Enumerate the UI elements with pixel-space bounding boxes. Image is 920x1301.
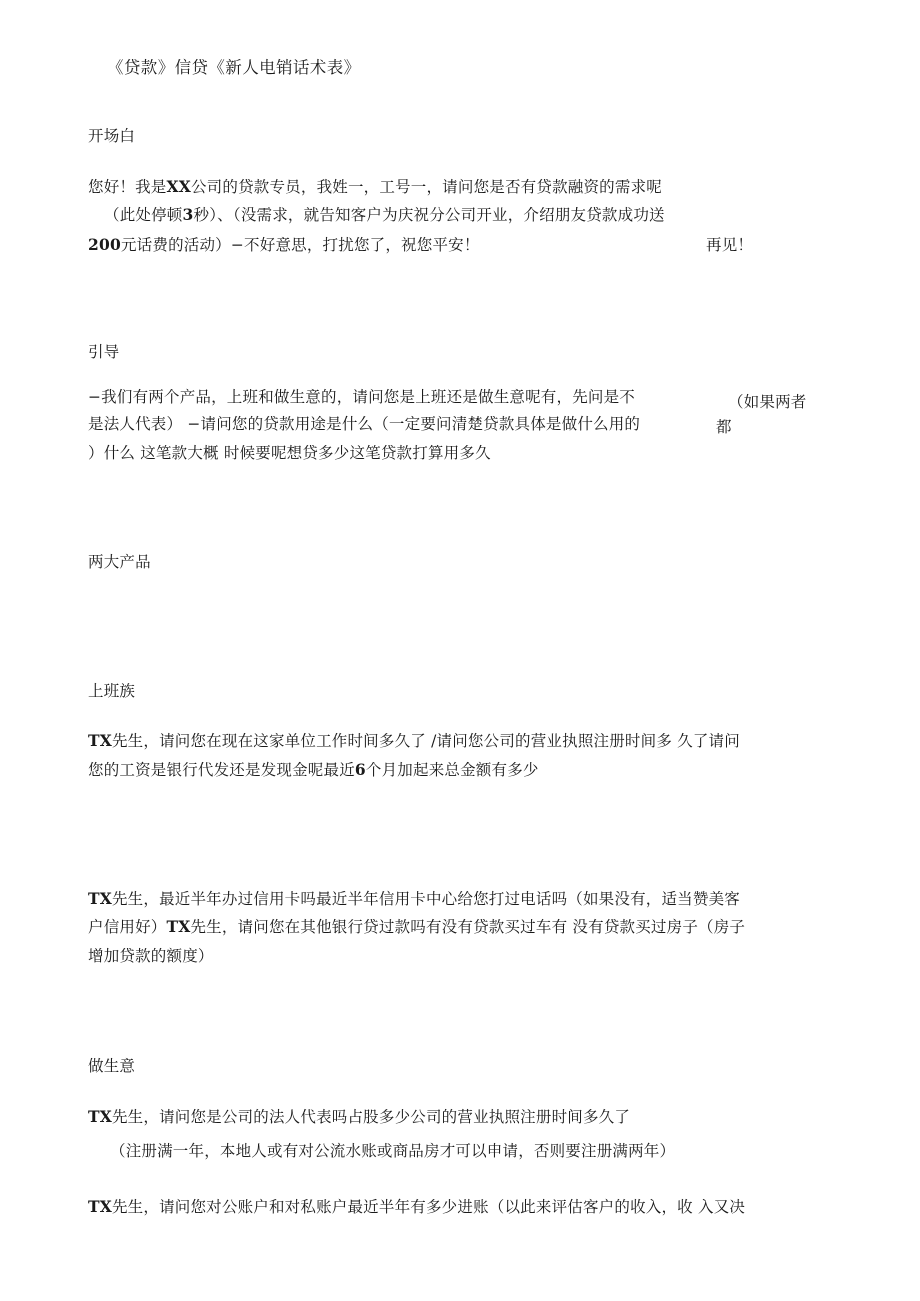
business-p2-line-1 xyxy=(88,1197,745,1217)
bold-text: TX xyxy=(88,889,112,908)
text: 个月加起来总金额有多少 xyxy=(365,761,539,779)
text: 先生，请问您对公账户和对私账户最近半年有多少进账（以此来评估客户的收入，收 入又决 xyxy=(111,1198,746,1216)
text: 元话费的活动）−不好意思，打扰您了，祝您平安！ xyxy=(120,236,480,254)
employee-p1-line-1 xyxy=(88,731,740,751)
text: 先生，请问您在其他银行贷过款吗有没有贷款买过车有 没有贷款买过房子（房子 xyxy=(190,918,746,936)
employee-p2-line-3: 增加贷款的额度） xyxy=(88,947,214,965)
bold-text: XX xyxy=(166,177,191,196)
employee-p2-line-1 xyxy=(88,889,740,909)
opening-goodbye: 再见！ xyxy=(706,236,754,254)
guide-side-note-2: 都 xyxy=(716,418,732,436)
heading-business: 做生意 xyxy=(88,1057,136,1075)
doc-title: 《贷款》信贷《新人电销话术表》 xyxy=(107,58,361,77)
text: 户信用好） xyxy=(88,918,167,936)
heading-employee: 上班族 xyxy=(88,682,136,700)
business-p1-line-1 xyxy=(88,1107,630,1127)
text: （此处停顿 xyxy=(104,206,183,224)
heading-guide: 引导 xyxy=(88,343,120,361)
text: 公司的贷款专员，我姓一，工号一，请问您是否有贷款融资的需求呢 xyxy=(190,178,662,196)
guide-line-3: ）什么 这笔款大概 时候要呢想贷多少这笔贷款打算用多久 xyxy=(88,444,491,462)
text: 先生，最近半年办过信用卡吗最近半年信用卡中心给您打过电话吗（如果没有，适当赞美客 xyxy=(111,890,740,908)
guide-line-2: 是法人代表） −请问您的贷款用途是什么（一定要问清楚贷款具体是做什么用的 xyxy=(88,415,641,433)
bold-text: 6 xyxy=(354,760,366,779)
bold-text: TX xyxy=(88,731,112,750)
bold-text: TX xyxy=(166,917,191,936)
guide-line-1: −我们有两个产品，上班和做生意的，请问您是上班还是做生意呢有，先问是不 xyxy=(88,388,635,406)
text: 秒）、（没需求，就告知客户为庆祝分公司开业，介绍朋友贷款成功送 xyxy=(193,206,665,224)
text: 先生，请问您在现在这家单位工作时间多久了 /请问您公司的营业执照注册时间多 久了请问 xyxy=(111,732,740,750)
heading-products: 两大产品 xyxy=(88,553,151,571)
bold-text: 200 xyxy=(88,235,121,254)
text: 您的工资是银行代发还是发现金呢最近 xyxy=(88,761,355,779)
guide-side-note-1: （如果两者 xyxy=(728,393,807,411)
employee-p2-line-2 xyxy=(88,917,745,937)
bold-text: TX xyxy=(88,1197,112,1216)
opening-line-1 xyxy=(88,177,662,197)
employee-p1-line-2 xyxy=(88,760,539,780)
text: 您好！我是 xyxy=(88,178,167,196)
opening-line-3 xyxy=(88,235,480,255)
bold-text: TX xyxy=(88,1107,112,1126)
business-p1-line-2: （注册满一年，本地人或有对公流水账或商品房才可以申请，否则要注册满两年） xyxy=(110,1142,676,1160)
text: 先生，请问您是公司的法人代表吗占股多少公司的营业执照注册时间多久了 xyxy=(111,1108,631,1126)
heading-opening: 开场白 xyxy=(88,127,136,145)
bold-text: 3 xyxy=(182,205,194,224)
opening-line-2 xyxy=(104,205,665,225)
